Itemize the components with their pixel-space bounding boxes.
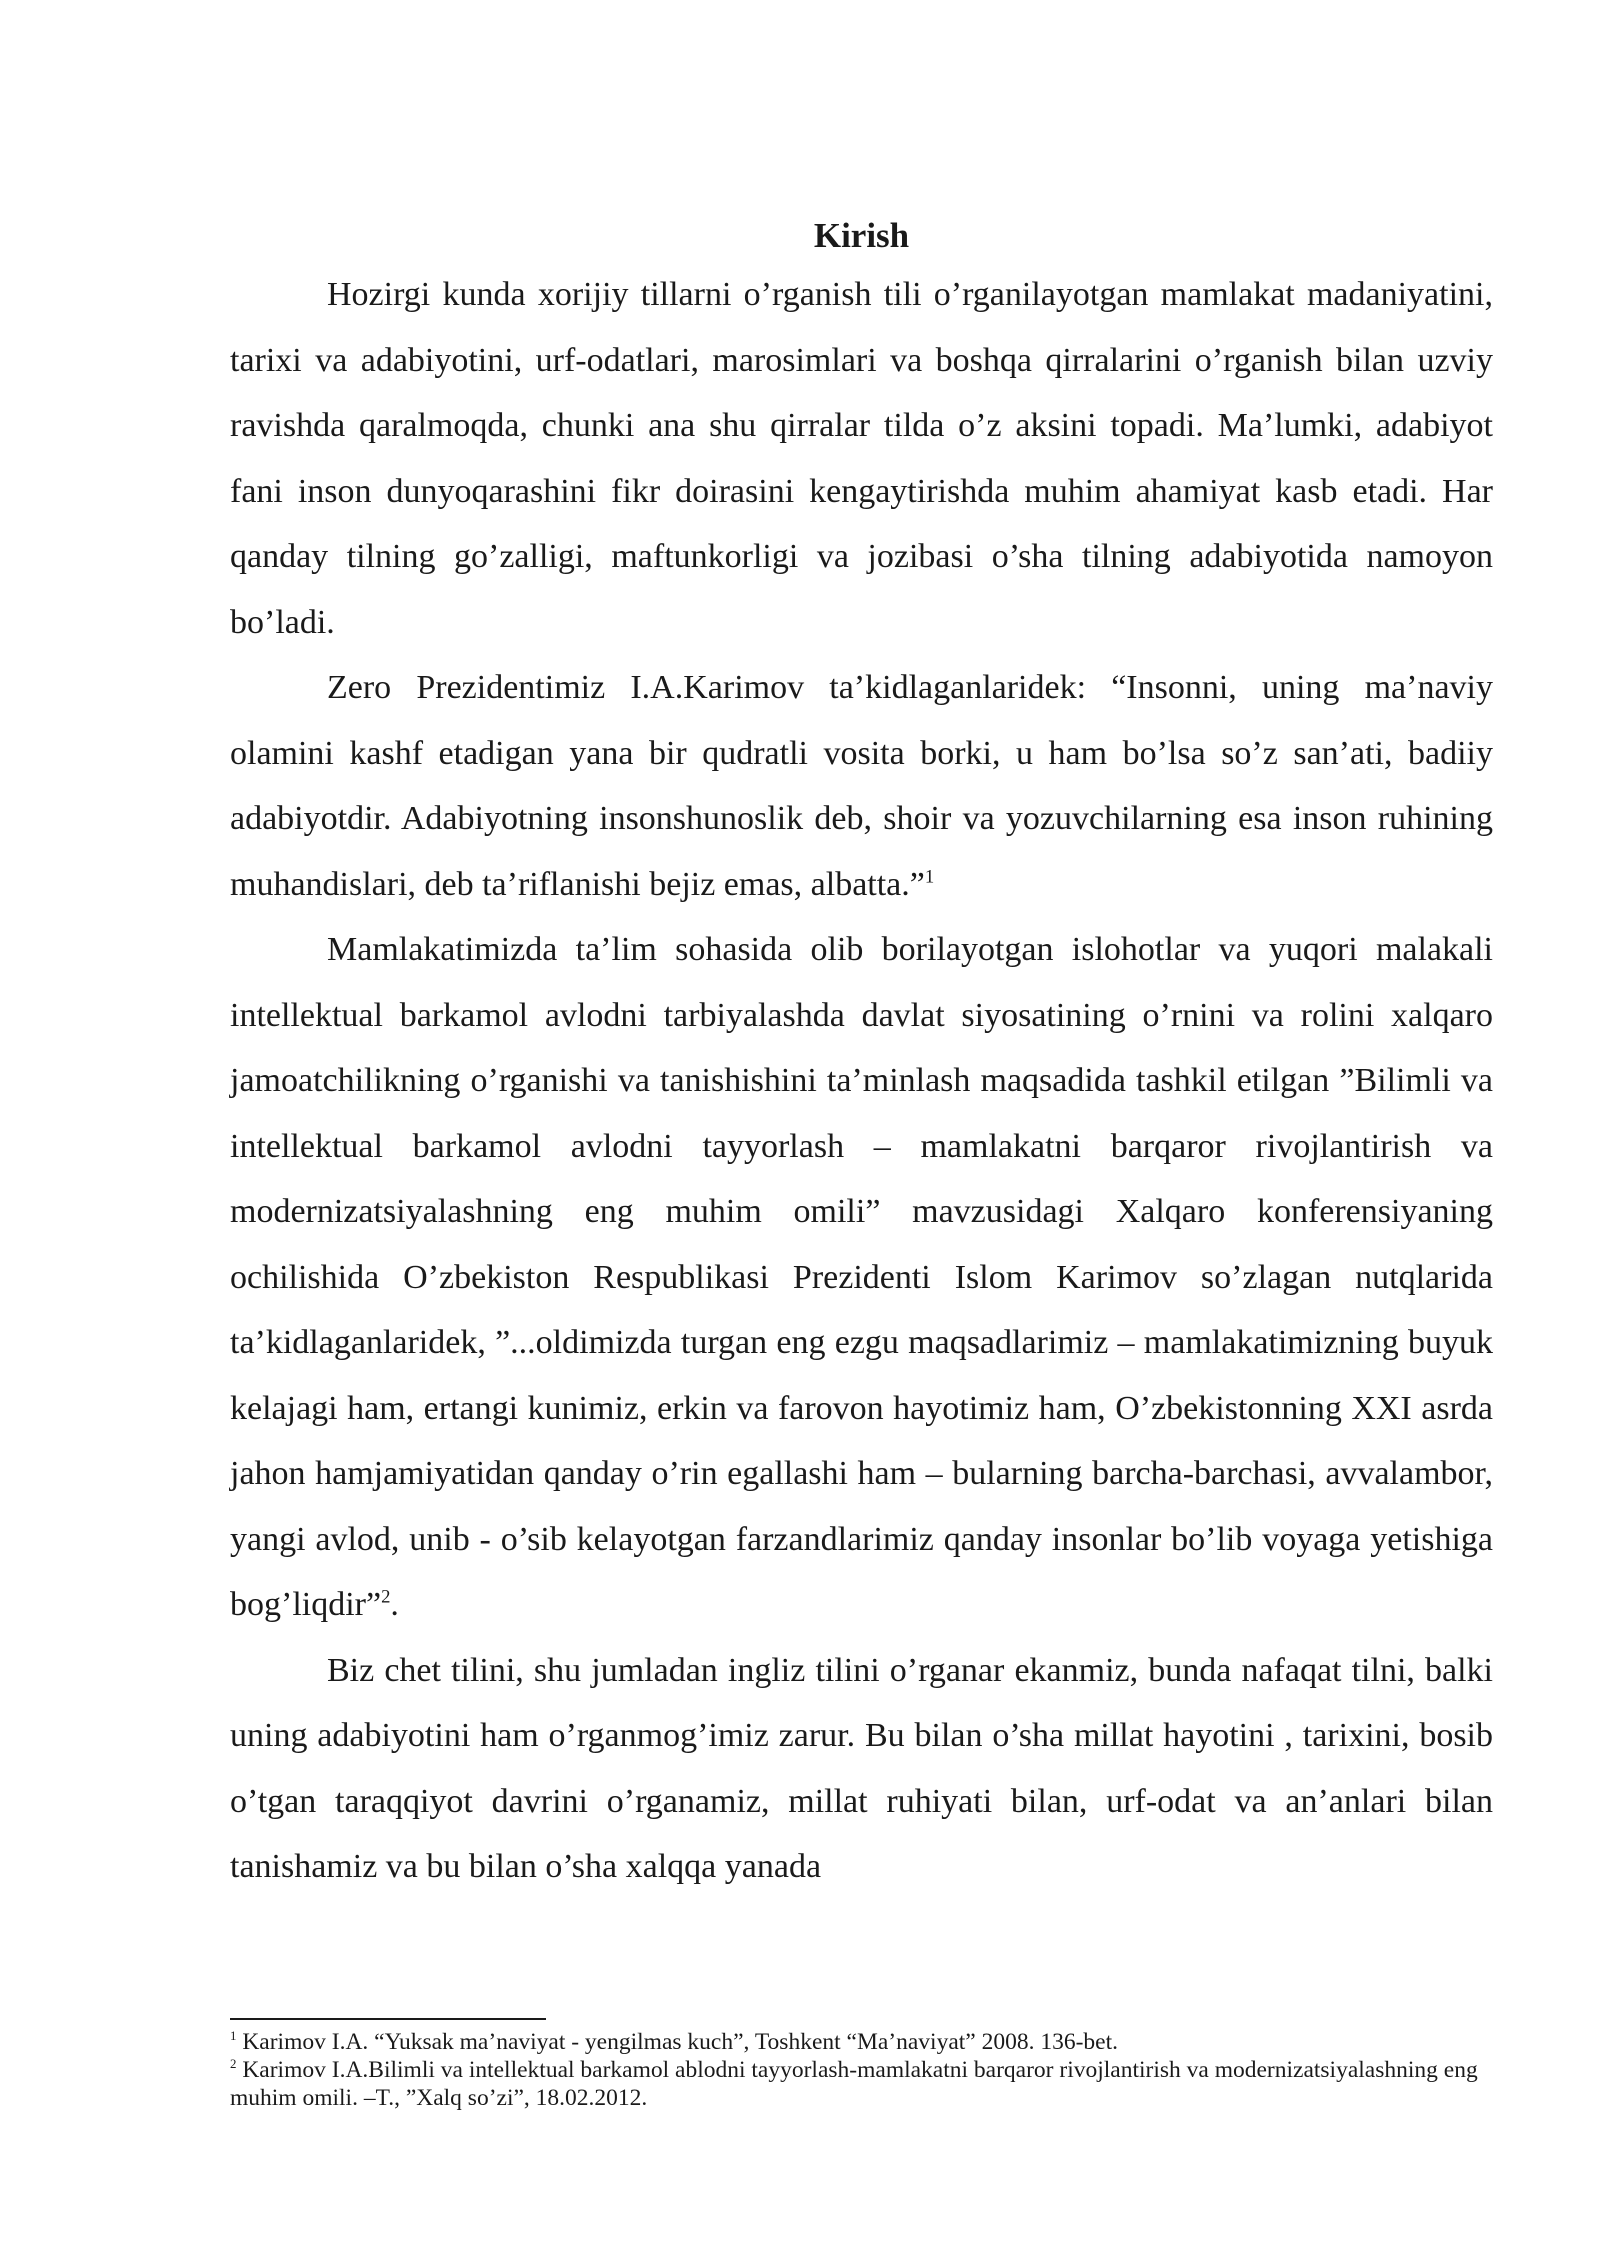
paragraph-2-text: Zero Prezidentimiz I.A.Karimov ta’kidlaganlaridek: “Insonni, uning ma’naviy olamini kashf etadigan yana bir qudratli vosita borki, u ham bo’lsa so’z san’ati, badiiy adabiyotdir. Adabiyotning insonshunoslik deb, shoir va yozuvchilarning esa inson ruhining muhandislari, deb ta’riflanishi bejiz emas, albatta.” xyxy=(230,669,1493,903)
paragraph-4 xyxy=(230,1638,1493,1900)
footnote-1-text: Karimov I.A. “Yuksak ma’naviyat - yengilmas kuch”, Toshkent “Ma’naviyat” 2008. 136-bet. xyxy=(236,2029,1119,2055)
footnote-2-text: Karimov I.A.Bilimli va intellektual barkamol ablodni tayyorlash-mamlakatni barqaror rivojlantirish va modernizatsiyalashning eng muhim omili. –T., ”Xalq so’zi”, 18.02.2012. xyxy=(230,2057,1478,2111)
footnote-reference-1[interactable]: 1 xyxy=(924,866,935,888)
footnote-reference-2[interactable]: 2 xyxy=(381,1586,391,1608)
paragraph-3-text: Mamlakatimizda ta’lim sohasida olib borilayotgan islohotlar va yuqori malakali intellektual barkamol avlodni tarbiyalashda davlat siyosatining o’rnini va rolini xalqaro jamoatchilikning o’rganishi va tanishishini ta’minlash maqsadida tashkil etilgan ”Bilimli va intellektual barkamol avlodni tayyorlash – mamlakatni barqaror rivojlantirish va modernizatsiyalashning eng muhim omili” mavzusidagi Xalqaro konferensiyaning ochilishida O’zbekiston Respublikasi Prezidenti Islom Karimov so’zlagan nutqlarida ta’kidlaganlaridek, ”...oldimizda turgan eng ezgu maqsadlarimiz – mamlakatimizning buyuk kelajagi ham, ertangi kunimiz, erkin va farovon hayotimiz ham, O’zbekistonning XXI asrda jahon hamjamiyatidan qanday o’rin egallashi ham – bularning barcha-barchasi, avvalambor, yangi avlod, unib - o’sib kelayotgan farzandlarimiz qanday insonlar bo’lib voyaga yetishiga bog’liqdir” xyxy=(230,931,1493,1623)
paragraph-4-text: Biz chet tilini, shu jumladan ingliz tilini o’rganar ekanmiz, bunda nafaqat tilni, balki uning adabiyotini ham o’rganmog’imiz zarur. Bu bilan o’sha millat hayotini , tarixini, bosib o’tgan taraqqiyot davrini o’rganamiz, millat ruhiyati bilan, urf-odat va an’anlari bilan tanishamiz va bu bilan o’sha xalqqa yanada xyxy=(230,1651,1493,1885)
footnote-2 xyxy=(230,2056,1493,2112)
paragraph-1 xyxy=(230,262,1493,655)
paragraph-3-tail: . xyxy=(390,1586,399,1623)
document-body xyxy=(230,212,1493,1900)
footnote-2-mark: 2 xyxy=(230,2056,237,2072)
footnote-separator xyxy=(230,2018,546,2020)
document-title: Kirish xyxy=(813,216,910,255)
footnote-1 xyxy=(230,2028,1493,2056)
paragraph-2 xyxy=(230,655,1493,917)
footnote-1-mark: 1 xyxy=(230,2028,237,2044)
footnotes xyxy=(230,2028,1493,2112)
paragraph-3 xyxy=(230,917,1493,1638)
paragraph-1-text: Hozirgi kunda xorijiy tillarni o’rganish tili o’rganilayotgan mamlakat madaniyatini, tarixi va adabiyotini, urf-odatlari, marosimlari va boshqa qirralarini o’rganish bilan uzviy ravishda qaralmoqda, chunki ana shu qirralar tilda o’z aksini topadi. Ma’lumki, adabiyot fani inson dunyoqarashini fikr doirasini kengaytirishda muhim ahamiyat kasb etadi. Har qanday tilning go’zalligi, maftunkorligi va jozibasi o’sha tilning adabiyotida namoyon bo’ladi. xyxy=(230,276,1493,641)
